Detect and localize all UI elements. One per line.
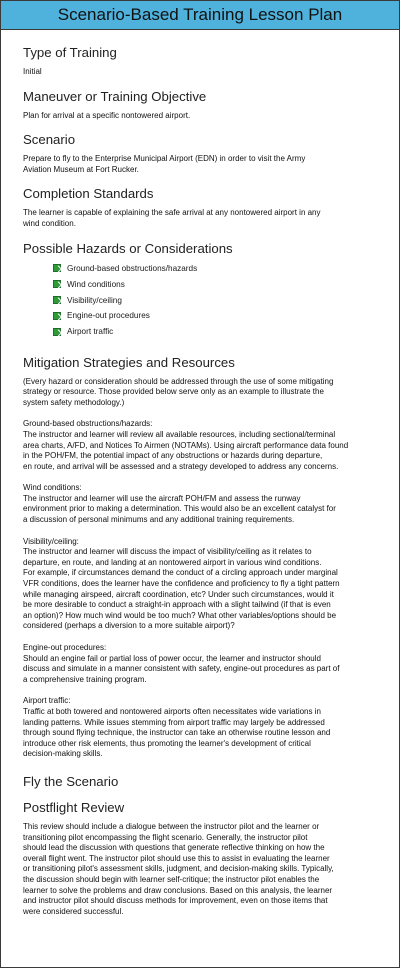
hazard-label: Airport traffic <box>67 327 114 337</box>
title-bar <box>1 1 399 30</box>
traffic-line: decision-making skills. <box>23 749 103 759</box>
airport-traffic-block <box>23 696 383 760</box>
engine-line: discuss and simulate in a manner consistent with safety, engine-out procedures as part of <box>23 664 340 674</box>
ground-line: in the POH/FM, the potential impact of any obstructions or hazards during departure, <box>23 451 323 461</box>
postflight-line: This review should include a dialogue between the instructor pilot and the learner or <box>23 821 320 831</box>
hazard-label: Wind conditions <box>67 279 125 289</box>
section-heading: Completion Standards <box>23 186 154 202</box>
visibility-block <box>23 537 383 632</box>
visibility-line: while managing airspeed, aircraft coordination, etc? Under such circumstances, would it <box>23 589 334 599</box>
airport-traffic-label: Airport traffic: <box>23 696 71 706</box>
postflight-line: transitioning pilot encompassing the flight scenario. Generally, the instructor pilot <box>23 832 308 842</box>
engine-out-label: Engine-out procedures: <box>23 643 107 653</box>
hazard-item <box>53 276 383 292</box>
wind-block <box>23 483 383 525</box>
postflight-line: and instructor pilot should discuss methods for improvement, even on those items that <box>23 896 328 906</box>
hazards-section <box>23 241 383 340</box>
intro-line: strategy or resource. Those provided below serve only as an example to illustrate the <box>23 387 324 397</box>
hazard-item <box>53 324 383 340</box>
section-heading: Postflight Review <box>23 799 125 815</box>
training-type-value: Initial <box>23 67 42 76</box>
objective-section <box>23 89 383 122</box>
engine-line: Should an engine fail or partial loss of power occur, the learner and instructor should <box>23 653 321 663</box>
traffic-line: through sound flying technique, the instructor can take an otherwise routine lesson and <box>23 728 331 738</box>
scenario-section <box>23 132 383 175</box>
checkbox-bullet-icon <box>53 280 61 288</box>
hazard-label: Ground-based obstructions/hazards <box>67 263 198 273</box>
completion-line: The learner is capable of explaining the safe arrival at any nontowered airport in any <box>23 208 321 218</box>
postflight-line: should lead the discussion with questions that generate reflective thinking on how the <box>23 843 325 853</box>
visibility-line: considered (perhaps a diversion to a more suitable airport)? <box>23 621 235 631</box>
wind-line: a discussion of personal minimums and any additional training requirements. <box>23 515 295 525</box>
intro-line: system safety methodology.) <box>23 397 125 407</box>
checkbox-bullet-icon <box>53 296 61 304</box>
hazard-item <box>53 292 383 308</box>
traffic-line: Traffic at both towered and nontowered airports often necessitates wide variations in <box>23 706 321 716</box>
postflight-line: the discussion should begin with learner self-critique; the instructor pilot enables the <box>23 874 320 884</box>
mitigation-intro <box>23 377 383 409</box>
section-heading: Scenario <box>23 132 76 148</box>
section-heading: Mitigation Strategies and Resources <box>23 354 235 370</box>
ground-hazards-label: Ground-based obstructions/hazards: <box>23 419 153 429</box>
scenario-line: Aviation Museum at Fort Rucker. <box>23 164 139 174</box>
hazard-list <box>23 261 383 340</box>
postflight-line: overall flight went. The instructor pilot should use this to assist in evaluating the learner <box>23 853 330 863</box>
hazard-label: Engine-out procedures <box>67 311 150 321</box>
ground-line: The instructor and learner will review all available resources, including sectional/terminal <box>23 429 336 439</box>
fly-scenario-section <box>23 774 383 790</box>
hazard-item <box>53 261 383 277</box>
completion-standards-section <box>23 186 383 229</box>
engine-line: a comprehensive training program. <box>23 674 147 684</box>
completion-line: wind condition. <box>23 218 76 228</box>
scenario-line: Prepare to fly to the Enterprise Municipal Airport (EDN) in order to visit the Army <box>23 154 306 164</box>
traffic-line: introduce other risk elements, thus promoting the learner's development of critical <box>23 738 311 748</box>
ground-hazards-block <box>23 419 383 472</box>
visibility-line: be more desirable to conduct a straight-in approach with a slight tailwind (if that is even <box>23 600 331 610</box>
wind-line: The instructor and learner will use the aircraft POH/FM and assess the runway <box>23 493 301 503</box>
page-title: Scenario-Based Training Lesson Plan <box>57 5 343 24</box>
wind-label: Wind conditions: <box>23 483 82 493</box>
section-heading: Fly the Scenario <box>23 773 119 789</box>
section-heading: Possible Hazards or Considerations <box>23 240 233 256</box>
intro-line: (Every hazard or consideration should be addressed through the use of some mitigating <box>23 376 334 386</box>
visibility-line: VFR conditions, does the learner have the confidence and proficiency to fly a tight pattern <box>23 579 340 589</box>
mitigation-section <box>23 355 383 760</box>
visibility-line: an option)? How much wind would be too much? What other variables/options should be <box>23 610 337 620</box>
checkbox-bullet-icon <box>53 264 61 272</box>
lesson-content <box>1 45 399 917</box>
postflight-section <box>23 800 383 917</box>
section-heading: Type of Training <box>23 45 117 60</box>
visibility-label: Visibility/ceiling: <box>23 536 79 546</box>
ground-line: area charts, A/FD, and Notices To Airmen (NOTAMs). Using aircraft performance data found <box>23 440 349 450</box>
engine-out-block <box>23 643 383 685</box>
checkbox-bullet-icon <box>53 328 61 336</box>
visibility-line: For example, if circumstances demand the conduct of a circling approach under marginal <box>23 568 338 578</box>
traffic-line: landing patterns. While issues stemming from airport traffic may largely be addressed <box>23 717 325 727</box>
hazard-label: Visibility/ceiling <box>67 295 122 305</box>
checkbox-bullet-icon <box>53 312 61 320</box>
wind-line: environment prior to making a determination. This would also be an excellent catalyst for <box>23 504 336 514</box>
ground-line: en route, and arrival will be assessed and a strategy developed to address any concerns. <box>23 461 339 471</box>
visibility-line: The instructor and learner will discuss the impact of visibility/ceiling as it relates to <box>23 547 312 557</box>
postflight-line: or transitioning pilot's assessment skills, judgment, and decision-making skills. Typically, <box>23 864 334 874</box>
section-heading: Maneuver or Training Objective <box>23 88 207 104</box>
visibility-line: departure, en route, and landing at an nontowered airport in various wind conditions. <box>23 557 322 567</box>
postflight-line: learner to solve the problems and draw conclusions. Based on this analysis, the learner <box>23 885 333 895</box>
hazard-item <box>53 308 383 324</box>
objective-text: Plan for arrival at a specific nontowered airport. <box>23 110 191 120</box>
postflight-line: were considered successful. <box>23 906 124 916</box>
type-of-training-section <box>23 45 383 78</box>
